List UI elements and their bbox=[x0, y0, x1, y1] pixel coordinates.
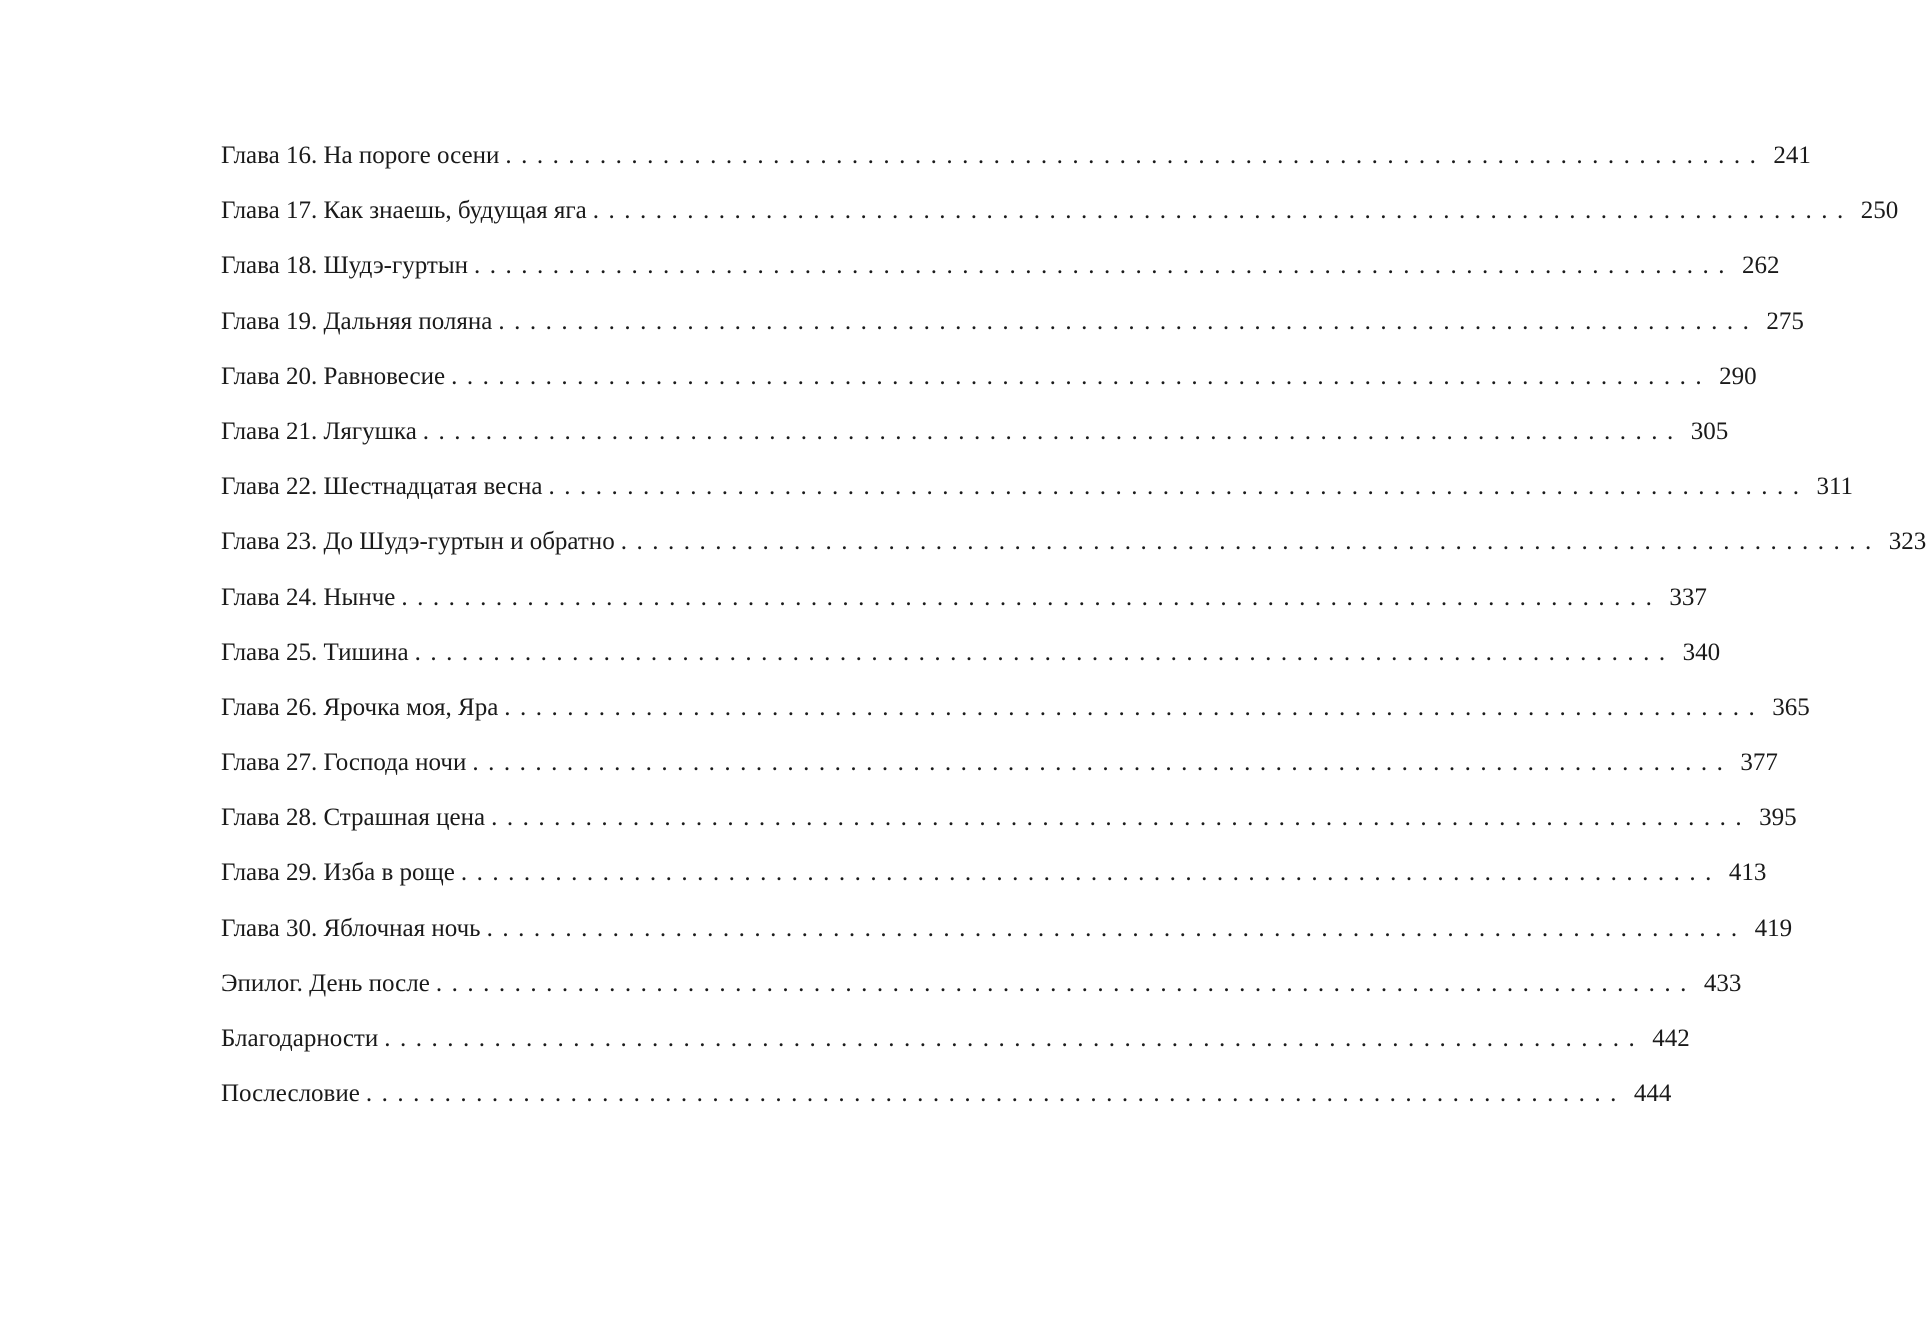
toc-entry bbox=[221, 901, 1793, 956]
toc-entry-title: Глава 20. Равновесие bbox=[221, 362, 446, 390]
toc-entry-title: Глава 24. Нынче bbox=[221, 583, 396, 611]
dot-leader: ................................................................................ bbox=[365, 1080, 1626, 1108]
dot-leader: ................................................................................ bbox=[486, 914, 1747, 942]
toc-entry-page-number: 241 bbox=[1773, 142, 1811, 169]
toc-entry-title: Глава 26. Ярочка моя, Яра bbox=[221, 693, 499, 721]
toc-entry bbox=[221, 238, 1780, 293]
toc-entry bbox=[221, 1011, 1690, 1066]
toc-entry-title: Глава 21. Лягушка bbox=[221, 417, 417, 445]
toc-entry bbox=[221, 514, 1926, 569]
toc-entry bbox=[221, 128, 1811, 183]
toc-entry-page-number: 290 bbox=[1719, 362, 1757, 390]
toc-entry bbox=[221, 459, 1854, 514]
toc-entry-page-number: 275 bbox=[1766, 307, 1804, 335]
dot-leader: ................................................................................ bbox=[498, 307, 1759, 335]
toc-entry-page-number: 340 bbox=[1682, 638, 1721, 666]
toc-entry-title: Глава 16. На пороге осени bbox=[221, 142, 500, 169]
dot-leader: ................................................................................ bbox=[505, 142, 1766, 169]
toc-entry-title: Глава 29. Изба в роще bbox=[221, 859, 455, 887]
dot-leader: ................................................................................ bbox=[414, 638, 1675, 666]
toc-entry-page-number: 365 bbox=[1772, 693, 1810, 721]
toc-entry-page-number: 311 bbox=[1816, 473, 1854, 501]
toc-entry-title: Глава 18. Шудэ-гуртын bbox=[221, 252, 469, 280]
dot-leader: ................................................................................ bbox=[460, 859, 1721, 887]
toc-entry-title: Глава 19. Дальняя поляна bbox=[221, 307, 493, 335]
dot-leader: ................................................................................ bbox=[401, 583, 1662, 611]
toc-entry-page-number: 419 bbox=[1754, 914, 1793, 942]
toc-entry bbox=[221, 294, 1804, 349]
toc-entry bbox=[221, 570, 1707, 625]
toc-entry bbox=[221, 845, 1767, 900]
toc-entry-title: Глава 28. Страшная цена bbox=[221, 804, 486, 832]
dot-leader: ................................................................................ bbox=[472, 749, 1733, 777]
toc-entry-title: Глава 23. До Шудэ-гуртын и обратно bbox=[221, 528, 615, 556]
toc-entry-page-number: 444 bbox=[1633, 1080, 1672, 1108]
dot-leader: ................................................................................ bbox=[592, 197, 1853, 225]
toc-entry-title: Глава 30. Яблочная ночь bbox=[221, 914, 481, 942]
toc-entry bbox=[221, 404, 1729, 459]
toc-entry-page-number: 262 bbox=[1742, 252, 1780, 280]
toc-entry-page-number: 413 bbox=[1728, 859, 1767, 887]
toc-entry-page-number: 250 bbox=[1860, 197, 1899, 225]
dot-leader: ................................................................................ bbox=[384, 1025, 1645, 1052]
toc-entry bbox=[221, 956, 1742, 1011]
dot-leader: ................................................................................ bbox=[474, 252, 1735, 280]
toc-entry bbox=[221, 680, 1810, 735]
toc-entry bbox=[221, 735, 1778, 790]
toc-entry-title: Глава 27. Господа ночи bbox=[221, 749, 467, 777]
toc-entry-page-number: 395 bbox=[1759, 804, 1797, 832]
toc-entry-title: Глава 17. Как знаешь, будущая яга bbox=[221, 197, 587, 225]
table-of-contents bbox=[221, 128, 1926, 1121]
dot-leader: ................................................................................ bbox=[491, 804, 1752, 832]
dot-leader: ................................................................................ bbox=[451, 362, 1712, 390]
toc-entry bbox=[221, 183, 1899, 238]
dot-leader: ................................................................................ bbox=[504, 693, 1765, 721]
toc-entry bbox=[221, 1066, 1672, 1121]
toc-entry-page-number: 433 bbox=[1703, 969, 1742, 997]
dot-leader: ................................................................................ bbox=[548, 473, 1809, 501]
toc-entry-title: Послесловие bbox=[221, 1080, 360, 1108]
dot-leader: ................................................................................ bbox=[620, 528, 1881, 556]
dot-leader: ................................................................................ bbox=[435, 969, 1696, 997]
toc-entry-title: Благодарности bbox=[221, 1025, 379, 1052]
toc-entry-page-number: 337 bbox=[1669, 583, 1707, 611]
toc-entry-title: Глава 22. Шестнадцатая весна bbox=[221, 473, 543, 501]
dot-leader: ................................................................................ bbox=[422, 417, 1683, 445]
toc-entry-title: Эпилог. День после bbox=[221, 969, 430, 997]
toc-entry bbox=[221, 790, 1797, 845]
toc-entry-page-number: 323 bbox=[1888, 528, 1926, 556]
toc-entry-page-number: 442 bbox=[1652, 1025, 1690, 1052]
toc-entry-title: Глава 25. Тишина bbox=[221, 638, 409, 666]
toc-entry bbox=[221, 625, 1721, 680]
toc-entry-page-number: 377 bbox=[1740, 749, 1778, 777]
toc-entry-page-number: 305 bbox=[1690, 417, 1729, 445]
toc-entry bbox=[221, 349, 1757, 404]
